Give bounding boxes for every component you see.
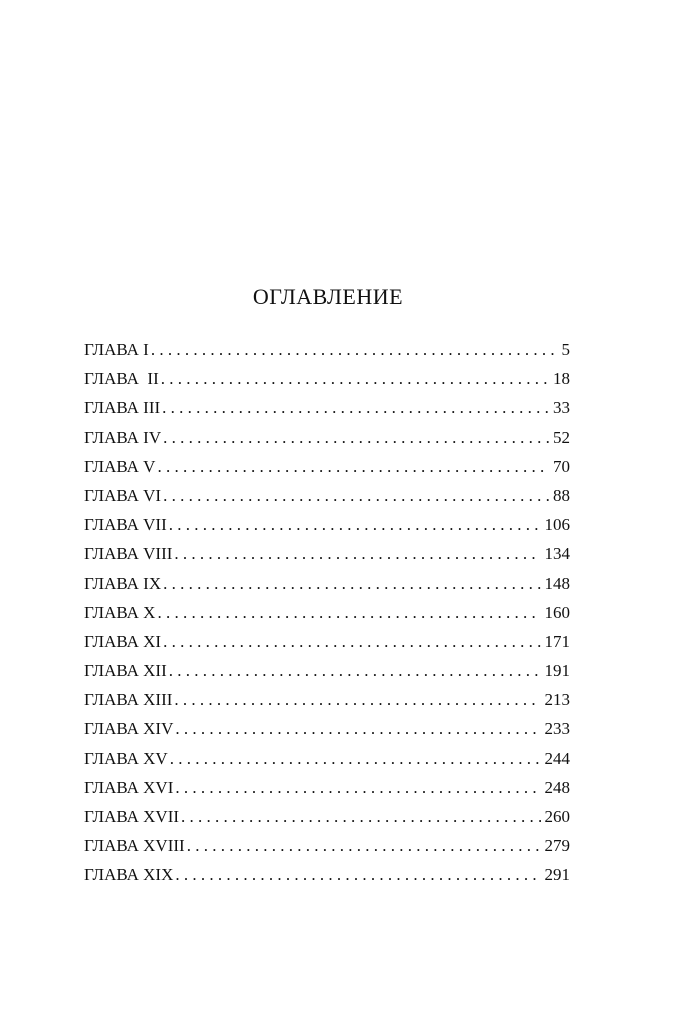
toc-entry-label: ГЛАВА XIX [84, 865, 174, 885]
toc-entry-label: ГЛАВА IV [84, 427, 162, 447]
toc-entry [84, 778, 570, 807]
page-title: ОГЛАВЛЕНИЕ [252, 284, 404, 309]
toc-dot-leader [181, 807, 540, 827]
toc-entry-label: ГЛАВА XI [84, 631, 162, 651]
toc-entry-page: 171 [544, 631, 570, 651]
toc-entry [84, 661, 570, 690]
toc-dot-leader [151, 340, 556, 360]
toc-entry [84, 486, 570, 515]
toc-entry-label: ГЛАВА III [84, 398, 161, 418]
toc-entry-label: ГЛАВА XVI [84, 777, 174, 797]
toc-entry [84, 690, 570, 719]
toc-entry-label: ГЛАВА VII [84, 515, 167, 535]
toc-entry [84, 836, 570, 865]
toc-dot-leader [162, 398, 549, 418]
toc-dot-leader [163, 428, 549, 448]
toc-entry-label: ГЛАВА XII [84, 661, 167, 681]
toc-dot-leader [163, 632, 540, 652]
toc-entry-page: 52 [553, 427, 570, 447]
toc-dot-leader [174, 544, 540, 564]
toc-entry-label: ГЛАВА II [84, 369, 159, 389]
toc-entry-page: 213 [544, 690, 570, 710]
toc-entry-page: 244 [544, 748, 570, 768]
toc-entry-page: 248 [544, 777, 570, 797]
toc-dot-leader [175, 719, 540, 739]
toc-entry-page: 148 [544, 573, 570, 593]
toc-dot-leader [161, 369, 549, 389]
toc-dot-leader [175, 865, 540, 885]
toc-entry [84, 369, 570, 398]
toc-entry-page: 291 [544, 865, 570, 885]
toc-entry [84, 544, 570, 573]
toc-entry [84, 398, 570, 427]
table-of-contents [84, 340, 570, 895]
toc-entry-label: ГЛАВА IX [84, 573, 162, 593]
toc-entry-page: 70 [553, 456, 570, 476]
toc-dot-leader [169, 661, 541, 681]
toc-entry [84, 340, 570, 369]
toc-dot-leader [163, 486, 549, 506]
toc-entry-page: 5 [561, 340, 570, 359]
toc-entry-page: 260 [544, 807, 570, 826]
toc-dot-leader [163, 574, 540, 594]
toc-entry-page: 106 [544, 515, 570, 535]
toc-entry-page: 18 [553, 369, 570, 389]
toc-entry-page: 160 [544, 602, 570, 622]
toc-entry-page: 88 [553, 485, 570, 505]
toc-entry-page: 191 [544, 661, 570, 681]
toc-entry-page: 134 [544, 544, 570, 564]
toc-entry-page: 279 [544, 836, 570, 856]
toc-entry-label: ГЛАВА XIII [84, 690, 173, 710]
toc-dot-leader [174, 690, 540, 710]
toc-entry-label: ГЛАВА VI [84, 485, 162, 505]
toc-entry [84, 807, 570, 836]
toc-dot-leader [187, 836, 541, 856]
toc-entry [84, 865, 570, 894]
toc-dot-leader [157, 457, 549, 477]
toc-entry-label: ГЛАВА VIII [84, 544, 173, 564]
toc-entry-label: ГЛАВА XVIII [84, 836, 185, 856]
toc-entry [84, 574, 570, 603]
toc-entry-page: 233 [544, 719, 570, 739]
toc-entry-label: ГЛАВА XV [84, 748, 168, 768]
toc-entry [84, 719, 570, 748]
toc-entry [84, 632, 570, 661]
toc-entry-label: ГЛАВА XIV [84, 719, 174, 739]
toc-dot-leader [157, 603, 540, 623]
toc-entry-label: ГЛАВА X [84, 602, 156, 622]
toc-entry [84, 749, 570, 778]
toc-entry [84, 428, 570, 457]
toc-entry [84, 603, 570, 632]
toc-entry-label: ГЛАВА I [84, 340, 149, 359]
toc-dot-leader [170, 749, 541, 769]
toc-dot-leader [169, 515, 541, 535]
toc-entry [84, 457, 570, 486]
toc-dot-leader [175, 778, 540, 798]
toc-entry-label: ГЛАВА V [84, 456, 156, 476]
toc-entry [84, 515, 570, 544]
toc-entry-label: ГЛАВА XVII [84, 807, 180, 826]
toc-entry-page: 33 [553, 398, 570, 418]
